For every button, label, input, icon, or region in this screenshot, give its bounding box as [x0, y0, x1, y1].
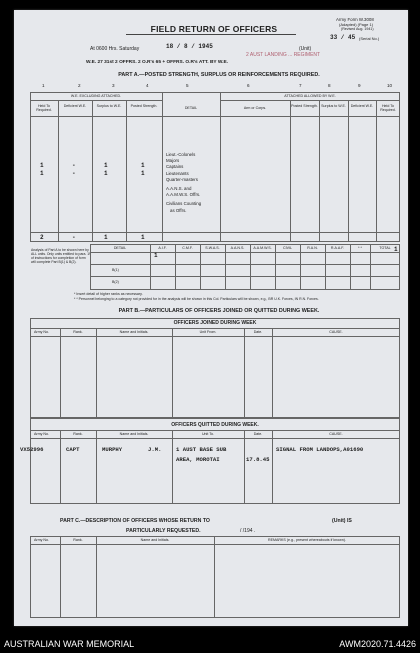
total-held: 2 — [40, 234, 44, 241]
quitted-date: 17.8.45 — [246, 456, 270, 463]
row2-deficient: - — [72, 170, 76, 177]
row2-posted: 1 — [141, 170, 145, 177]
serial-label: (Serial No.) — [359, 36, 380, 41]
quitted-unit-to-1: 1 AUST BASE SUB — [176, 446, 227, 453]
part-a-heading: PART A.—POSTED STRENGTH, SURPLUS OR REINFORCEMENTS REQUIRED. — [118, 72, 320, 78]
part-b-heading: PART B.—PARTICULARS OF OFFICERS JOINED OR QUITTED DURING WEEK. — [118, 308, 320, 314]
rank-list: Lieut.-Colonels Majors Captains Lieutenants Quarter-masters A.A.N.S. and A.A.M.W.S. Offrs. Civilians Counting as Offrs. — [166, 152, 202, 213]
analysis-total-value: 1 — [394, 246, 398, 253]
quitted-initials: J.M. — [148, 446, 162, 453]
footer-credit: AUSTRALIAN WAR MEMORIAL — [4, 639, 135, 649]
row1-deficient: - — [72, 162, 76, 169]
serial-number: 33 / 45 — [330, 34, 356, 41]
title-underline — [126, 34, 296, 35]
row1-held: 1 — [40, 162, 44, 169]
total-surplus: 1 — [104, 234, 108, 241]
part-c-date: / /194 . — [240, 528, 256, 534]
quitted-title: OFFICERS QUITTED DURING WEEK. — [171, 422, 259, 428]
part-c-heading: PART C.—DESCRIPTION OF OFFICERS WHOSE RETURN TO — [60, 518, 210, 524]
we-line: W.E. 27 31st 2 OFFRS. 2 O.R's 65 + OFFRS. O.R's ATT. BY W.E. — [86, 60, 229, 65]
time-line: At 0600 Hrs. Saturday — [90, 46, 140, 52]
unit-stamp: 2 AUST LANDING ... REGIMENT — [246, 52, 321, 58]
part-c-table — [30, 536, 400, 618]
return-date: 18 / 8 / 1945 — [166, 43, 213, 50]
detail-header: DETAIL — [184, 106, 198, 110]
row1-surplus: 1 — [104, 162, 108, 169]
analysis-aif-value: 1 — [154, 252, 158, 259]
part-c-line2: PARTICULARLY REQUESTED. — [126, 528, 201, 534]
row2-held: 1 — [40, 170, 44, 177]
we-excluding-header: W.E. EXCLUDING ATTACHED. — [70, 94, 122, 98]
joined-title: OFFICERS JOINED DURING WEEK — [173, 320, 257, 326]
part-a-table — [30, 92, 400, 242]
total-posted: 1 — [141, 234, 145, 241]
quitted-cause: SIGNAL FROM LANDOPS,A01690 — [276, 446, 364, 453]
quitted-unit-to-2: AREA, MOROTAI — [176, 456, 220, 463]
revised-label: (Revised Aug. 1941) — [341, 27, 374, 31]
army-form-label: Army Form W.3008 — [336, 17, 374, 22]
analysis-table — [90, 244, 400, 290]
row2-surplus: 1 — [104, 170, 108, 177]
unit-label: (Unit) — [299, 46, 312, 52]
footer-accession: AWM2020.71.4426 — [339, 639, 416, 649]
adapted-label: (Adapted) (Page 1) — [339, 22, 374, 27]
total-deficient: - — [72, 234, 76, 241]
form-sheet: FIELD RETURN OF OFFICERS Army Form W.3008 (Adapted) (Page 1) (Revised Aug. 1941) 33 / 45 (Serial No.) At 0600 Hrs. Saturday 18 / 8 / 1945 (Unit) 2 AUST LANDING ... REGIMENT W.E. 27 31st 2 OFFRS. 2 O.R's 65 + OFFRS. O.R's ATT. BY W.E. PART A.—POSTED STRENGTH, SURPLUS OR REINFORCEMENTS REQUIRED. 1 2 3 4 5 6 7 8 9 10 W.E. EXCLUDING ATTACHED. ATTACHED ALLOWED BY W.E. DETAIL Held To Required. Deficient W.E. Surplus to W.E. Posted Strength. Arm or Corps. Posted Strength. Surplus to W.E. Deficient W.E. Held To Required. Lieut.-Colonels Majors Captains Lieutenants Quarter-masters A.A.N.S. and A.A.M.W.S. Offrs. Civilians Counting as Offrs. 1 - 1 1 1 - 1 1 2 - 1 1 Analysis of Part A to be shown here by ALL units. Only units entitled to para. 19 of instructions for completion of form will complete Part B(1) & B(2). DETAIL A.I.F. C.M.F. S.W.A.S. A.A.N.S. A.A.M.W.S. CIVIL R.A.N. R.A.A.F. * * TOTAL B(1) B(2) 1 1 * Insert detail of higher ranks as necessary. * * Personnel belonging to a category not provided for in the analysis will be shown in this Col. Particulars will be shown, e.g., BR U.K. Forces, IN R.N. Forces. PART B.—PARTICULARS OF OFFICERS JOINED OR QUITTED DURING WEEK. OFFICERS JOINED DURING WEEK Army No. Rank. Name and Initials. Unit From. Date. CAUSE. OFFICERS QUITTED DURING WEEK. Army No. Rank. Name and Initials. Unit To. Date. CAUSE. VX52996 CAPT MURPHY J.M. 1 AUST BASE SUB AREA, MOROTAI 17.8.45 SIGNAL FROM LANDOPS,A01690 PART C.—DESCRIPTION OF OFFICERS WHOSE RETURN TO (Unit) IS PARTICULARLY REQUESTED. / /194 . Army No. Rank. Name and Initials. REMARKS (e.g., present whereabouts if known). — [14, 10, 408, 626]
analysis-note: Analysis of Part A to be shown here by ALL units. Only units entitled to para. 19 of instructions for completion of form will complete Part B(1) & B(2). — [31, 248, 91, 264]
quitted-name: MURPHY — [102, 446, 123, 453]
row1-posted: 1 — [141, 162, 145, 169]
form-title: FIELD RETURN OF OFFICERS — [150, 24, 278, 34]
part-c-unit: (Unit) IS — [332, 518, 352, 524]
footnote-1: * Insert detail of higher ranks as necessary. — [74, 292, 143, 296]
quitted-army-no: VX52996 — [20, 446, 44, 453]
footnote-2: * * Personnel belonging to a category not provided for in the analysis will be shown in this Col. Particulars will be shown, e.g., BR U.K. Forces, IN R.N. Forces. — [74, 297, 319, 301]
quitted-rank: CAPT — [66, 446, 80, 453]
attached-allowed-header: ATTACHED ALLOWED BY W.E. — [284, 94, 336, 98]
